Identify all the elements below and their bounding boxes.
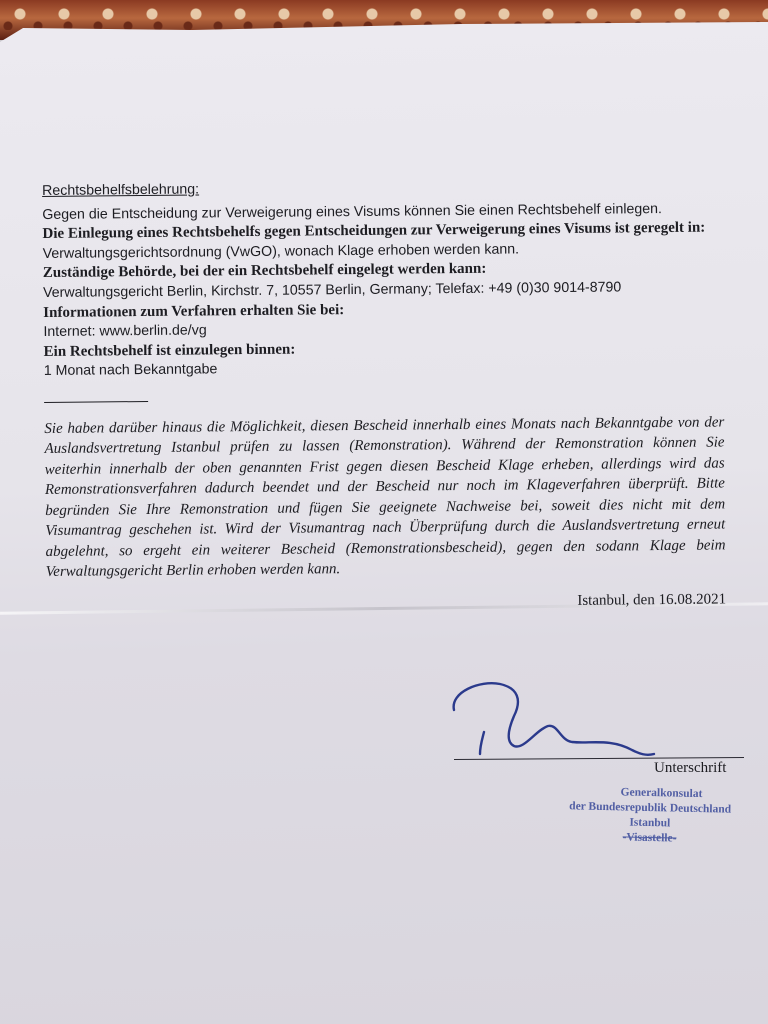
authority-address: Verwaltungsgericht Berlin, Kirchstr. 7, 10557 Berlin, Germany; Telefax: +49 (0)30 9014-8790 — [42, 279, 622, 301]
legal-basis-heading: Die Einlegung eines Rechtsbehelfs gegen Entscheidungen zur Verweigerung eines Visums ist geregelt in: — [42, 219, 706, 243]
place-and-date: Istanbul, den 16.08.2021 — [577, 591, 727, 609]
section-heading: Rechtsbehelfsbelehrung: — [42, 181, 200, 199]
letter-body — [42, 175, 726, 616]
signature-block — [440, 670, 760, 780]
legal-basis-text: Verwaltungsgerichtsordnung (VwGO), wonach Klage erhoben werden kann. — [42, 241, 520, 262]
stamp-line-country: der Bundesrepublik Deutschland — [569, 800, 732, 816]
signature-label: Unterschrift — [654, 760, 727, 776]
section-divider — [44, 401, 148, 403]
deadline-text: 1 Monat nach Bekanntgabe — [43, 361, 218, 380]
intro-text: Gegen die Entscheidung zur Verweigerung eines Visums können Sie einen Rechtsbehelf einlegen. — [42, 200, 663, 223]
handwritten-signature — [440, 670, 760, 770]
stamp-line-department: -Visastelle- — [622, 831, 677, 845]
info-heading: Informationen zum Verfahren erhalten Sie bei: — [43, 301, 345, 321]
info-website: Internet: www.berlin.de/vg — [43, 322, 207, 341]
consulate-stamp — [539, 784, 760, 849]
remonstration-paragraph: Sie haben darüber hinaus die Möglichkeit, diesen Bescheid innerhalb eines Monats nach Bekanntgabe von der Auslandsvertretung Istanbul prüfen zu lassen (Remonstration). Während der Remonstration können Sie weiterhin innerhalb der oben genannten Frist gegen diesen Bescheid Klage erheben, allerdings wird das Remonstrationsverfahren dadurch beendet und der Bescheid nur noch im Klageverfahren überprüft. Bitte begründen Sie Ihre Remonstration und fügen Sie geeignete Nachweise bei, soweit dies nicht mit dem Visumantrag geschehen ist. Wird der Visumantrag nach Überprüfung durch die Auslandsvertretung erneut abgelehnt, so ergeht ein weiterer Bescheid (Remonstrationsbescheid), gegen den sodann Klage beim Verwaltungsgericht Berlin erhoben werden kann. — [44, 414, 726, 581]
authority-heading: Zuständige Behörde, bei der ein Rechtsbehelf eingelegt werden kann: — [42, 261, 487, 282]
stamp-line-consulate: Generalkonsulat — [620, 786, 703, 801]
stamp-line-city: Istanbul — [629, 816, 671, 830]
deadline-heading: Ein Rechtsbehelf ist einzulegen binnen: — [43, 341, 296, 360]
